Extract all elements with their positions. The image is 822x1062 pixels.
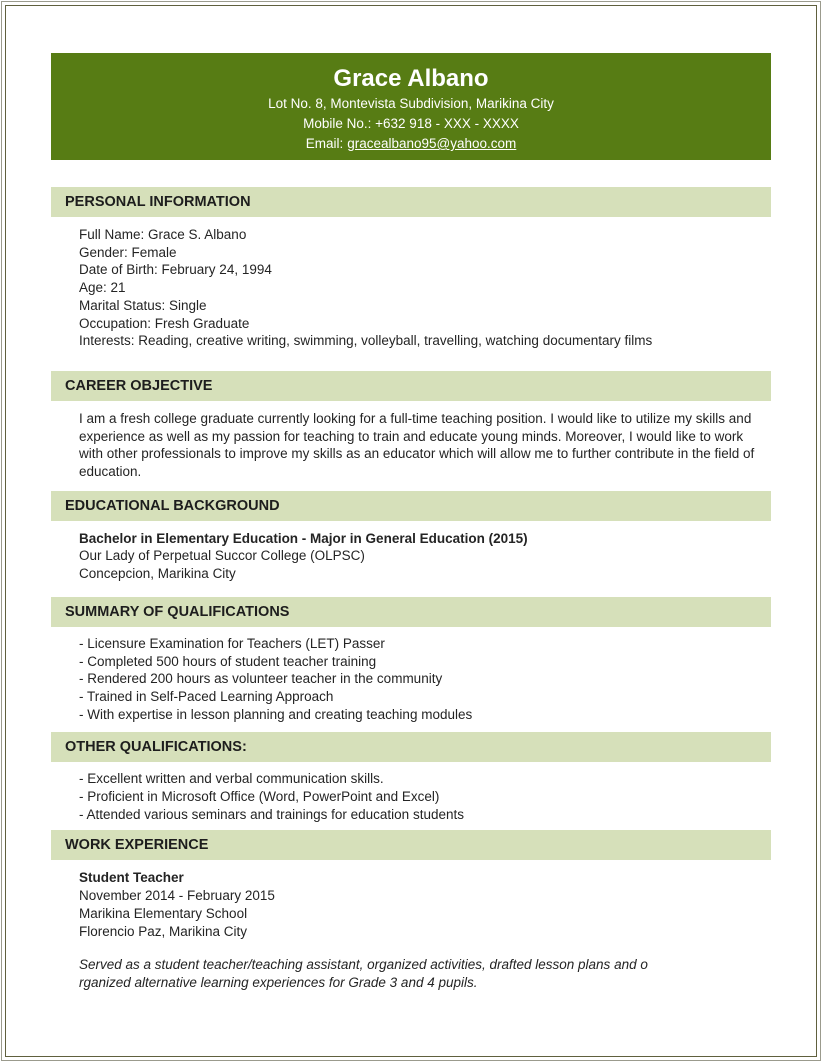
section-header-career-objective <box>51 371 771 401</box>
info-line-date-of-birth: Date of Birth: February 24, 1994 <box>79 262 272 278</box>
info-line-occupation: Occupation: Fresh Graduate <box>79 315 250 331</box>
work-experience-block <box>51 869 771 991</box>
work-period: November 2014 - February 2015 <box>79 888 275 904</box>
work-description-line: rganized alternative learning experiences for Grade 3 and 4 pupils. <box>79 974 478 990</box>
section-header-work-experience <box>51 830 771 860</box>
section-header-summary-of-qualifications <box>51 597 771 627</box>
section-title: CAREER OBJECTIVE <box>65 377 213 394</box>
info-line-interests: Interests: Reading, creative writing, swimming, volleyball, travelling, watching documentary films <box>79 333 653 349</box>
section-title: PERSONAL INFORMATION <box>65 194 251 210</box>
section-header-educational-background <box>51 491 771 521</box>
header-banner <box>51 53 771 160</box>
email-label: Email: <box>305 136 344 151</box>
personal-information-block <box>51 226 771 350</box>
education-degree: Bachelor in Elementary Education - Major in General Education (2015) <box>79 530 528 546</box>
work-description <box>79 956 719 991</box>
person-name: Grace Albano <box>333 65 489 92</box>
bullet-item: - With expertise in lesson planning and creating teaching modules <box>79 706 473 722</box>
bullet-item: - Rendered 200 hours as volunteer teacher in the community <box>79 671 443 687</box>
career-objective-paragraph: I am a fresh college graduate currently looking for a full-time teaching position. I would like to utilize my skills and experience as well as my passion for teaching to train and educate young minds. Moreover, I would like to work with other professionals to improve my skills as an educator which will allow me to further contribute in the field of education. <box>79 410 755 480</box>
info-line-full-name: Full Name: Grace S. Albano <box>79 227 247 242</box>
education-location: Concepcion, Marikina City <box>79 566 236 582</box>
section-header-other-qualifications <box>51 732 771 762</box>
section-header-personal-information <box>51 187 771 217</box>
section-title: EDUCATIONAL BACKGROUND <box>65 497 280 514</box>
info-line-age: Age: 21 <box>79 280 126 296</box>
email-link[interactable]: gracealbano95@yahoo.com <box>347 136 517 151</box>
educational-background-block <box>51 530 771 583</box>
address-line: Lot No. 8, Montevista Subdivision, Marikina City <box>268 96 554 111</box>
work-company: Marikina Elementary School <box>79 905 248 921</box>
summary-of-qualifications-block <box>51 635 771 724</box>
work-position: Student Teacher <box>79 870 184 886</box>
info-line-marital-status: Marital Status: Single <box>79 297 207 313</box>
other-qualifications-block <box>51 770 771 823</box>
bullet-item: - Proficient in Microsoft Office (Word, PowerPoint and Excel) <box>79 789 440 805</box>
email-line <box>51 134 771 154</box>
bullet-item: - Licensure Examination for Teachers (LET) Passer <box>79 635 385 651</box>
career-objective-block <box>51 410 771 481</box>
mobile-line: Mobile No.: +632 918 - XXX - XXXX <box>303 116 519 131</box>
bullet-item: - Completed 500 hours of student teacher training <box>79 653 377 669</box>
bullet-item: - Attended various seminars and trainings for education students <box>79 806 464 822</box>
section-title: OTHER QUALIFICATIONS: <box>65 739 247 756</box>
section-title: SUMMARY OF QUALIFICATIONS <box>65 603 290 620</box>
info-line-gender: Gender: Female <box>79 244 177 260</box>
work-description-line: Served as a student teacher/teaching assistant, organized activities, drafted lesson plans and o <box>79 957 648 973</box>
education-school: Our Lady of Perpetual Succor College (OLPSC) <box>79 548 365 564</box>
work-location: Florencio Paz, Marikina City <box>79 923 248 939</box>
bullet-item: - Trained in Self-Paced Learning Approach <box>79 688 334 704</box>
section-title: WORK EXPERIENCE <box>65 837 209 854</box>
bullet-item: - Excellent written and verbal communication skills. <box>79 771 384 787</box>
